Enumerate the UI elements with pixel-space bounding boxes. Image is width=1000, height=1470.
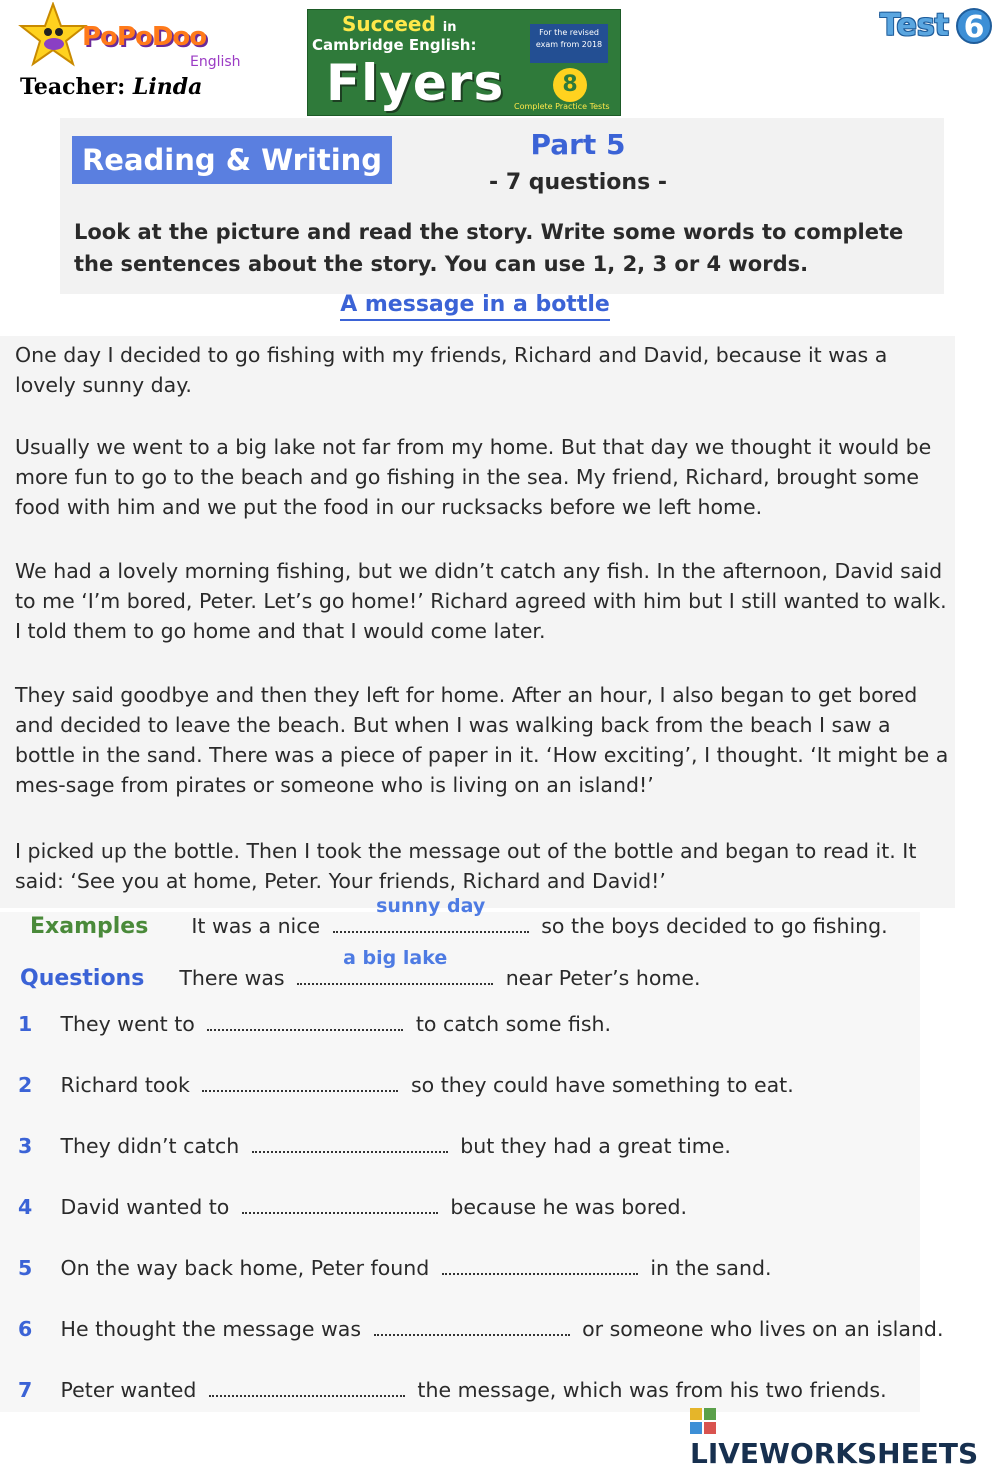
popodoo-logo bbox=[18, 2, 241, 74]
cover-revised-note bbox=[530, 24, 608, 63]
test-label: Test bbox=[880, 8, 950, 43]
cover-succeed-word: Succeed bbox=[342, 12, 436, 36]
story-paragraph: They said goodbye and then they left for home. After an hour, I also began to get bored and decided to leave the beach. But when I was walking back from the beach I saw a bottle in the sand. There was a piece of paper in it. ‘How exciting’, I thought. ‘It might be a mes-sage from pirates or someone who is living on an island!’ bbox=[15, 683, 949, 797]
cover-revised-line1: For the revised bbox=[539, 28, 599, 37]
question-before: They didn’t catch bbox=[60, 1134, 240, 1158]
question-row bbox=[18, 1317, 943, 1341]
cover-succeed bbox=[342, 12, 457, 36]
liveworksheets-text: LIVEWORKSHEETS bbox=[690, 1437, 979, 1470]
question-row bbox=[18, 1195, 687, 1219]
question-before: They went to bbox=[60, 1012, 195, 1036]
cover-cambridge: Cambridge English: bbox=[312, 36, 477, 54]
example-after: so the boys decided to go fishing. bbox=[541, 914, 888, 938]
question-before: Peter wanted bbox=[60, 1378, 197, 1402]
liveworksheets-mark-icon bbox=[690, 1408, 716, 1434]
part-title: Part 5 bbox=[530, 128, 626, 161]
answer-blank[interactable] bbox=[209, 1379, 405, 1397]
question-after: in the sand. bbox=[650, 1256, 772, 1280]
sample-question-row bbox=[20, 947, 701, 991]
story bbox=[0, 336, 955, 908]
question-before: Richard took bbox=[60, 1073, 190, 1097]
question-count: - 7 questions - bbox=[489, 170, 667, 195]
question-row bbox=[18, 1134, 731, 1158]
answer-blank[interactable] bbox=[207, 1013, 403, 1031]
sample-question-blank bbox=[297, 947, 493, 985]
question-before: He thought the message was bbox=[60, 1317, 362, 1341]
section-title: Reading & Writing bbox=[72, 136, 392, 184]
cover-flyers: Flyers bbox=[326, 54, 505, 112]
answer-blank[interactable] bbox=[252, 1135, 448, 1153]
question-number: 3 bbox=[18, 1134, 33, 1158]
cover-in-word: in bbox=[442, 20, 457, 35]
question-number: 1 bbox=[18, 1012, 33, 1036]
question-row bbox=[18, 1073, 794, 1097]
story-paragraph: We had a lovely morning fishing, but we didn’t catch any fish. In the afternoon, David said to me ‘I’m bored, Peter. Let’s go home!’ Richard agreed with him but I still wanted to walk. I told them to go home and that I would come later. bbox=[15, 559, 947, 643]
example-blank bbox=[333, 895, 529, 933]
question-number: 4 bbox=[18, 1195, 33, 1219]
star-mascot-icon bbox=[18, 2, 88, 72]
question-row bbox=[18, 1256, 772, 1280]
question-number: 2 bbox=[18, 1073, 33, 1097]
story-paragraph: I picked up the bottle. Then I took the message out of the bottle and began to read it. It said: ‘See you at home, Peter. Your friends, Richard and David!’ bbox=[15, 839, 917, 893]
question-row bbox=[18, 1012, 611, 1036]
question-number: 5 bbox=[18, 1256, 33, 1280]
example-before: It was a nice bbox=[191, 914, 321, 938]
cover-complete-tests: Complete Practice Tests bbox=[514, 102, 610, 111]
story-paragraph: Usually we went to a big lake not far from my home. But that day we thought it would be more fun to go to the beach and go fishing in the sea. My friend, Richard, brought some food with him and we put the food in our rucksacks before we left home. bbox=[15, 435, 932, 519]
question-after: so they could have something to eat. bbox=[410, 1073, 794, 1097]
logo-text: PoPoDoo bbox=[82, 22, 207, 52]
question-before: On the way back home, Peter found bbox=[60, 1256, 430, 1280]
test-badge bbox=[880, 8, 994, 46]
story-title-text: A message in a bottle bbox=[340, 292, 610, 321]
question-number: 7 bbox=[18, 1378, 33, 1402]
cover-revised-line2: exam from 2018 bbox=[535, 40, 603, 49]
answer-blank[interactable] bbox=[242, 1196, 438, 1214]
teacher-name: Linda bbox=[132, 74, 203, 100]
sample-question-before: There was bbox=[179, 966, 285, 990]
example-answer: sunny day bbox=[376, 895, 486, 917]
examples-label: Examples bbox=[30, 914, 149, 939]
sample-question-answer: a big lake bbox=[343, 947, 448, 969]
test-number: 6 bbox=[956, 8, 992, 44]
question-after: or someone who lives on an island. bbox=[582, 1317, 944, 1341]
teacher-line bbox=[20, 74, 202, 100]
teacher-label: Teacher: bbox=[20, 74, 126, 100]
question-number: 6 bbox=[18, 1317, 33, 1341]
question-row bbox=[18, 1378, 887, 1402]
questions-label: Questions bbox=[20, 966, 145, 991]
story-paragraph: One day I decided to go fishing with my friends, Richard and David, because it was a lovely sunny day. bbox=[15, 343, 888, 397]
answer-blank[interactable] bbox=[202, 1074, 398, 1092]
logo-subtext: English bbox=[190, 54, 241, 70]
cover-badge: 8 bbox=[553, 68, 587, 102]
question-after: because he was bored. bbox=[450, 1195, 687, 1219]
question-after: to catch some fish. bbox=[415, 1012, 612, 1036]
book-cover bbox=[307, 9, 621, 116]
question-before: David wanted to bbox=[60, 1195, 230, 1219]
story-title bbox=[300, 292, 650, 317]
question-after: but they had a great time. bbox=[460, 1134, 731, 1158]
instructions: Look at the picture and read the story. Write some words to complete the sentences about the story. You can use 1, 2, 3 or 4 words. bbox=[74, 220, 904, 276]
sample-question-after: near Peter’s home. bbox=[505, 966, 701, 990]
answer-blank[interactable] bbox=[442, 1257, 638, 1275]
example-row bbox=[30, 895, 888, 939]
liveworksheets-logo bbox=[690, 1404, 1000, 1470]
question-after: the message, which was from his two friends. bbox=[417, 1378, 887, 1402]
answer-blank[interactable] bbox=[374, 1318, 570, 1336]
